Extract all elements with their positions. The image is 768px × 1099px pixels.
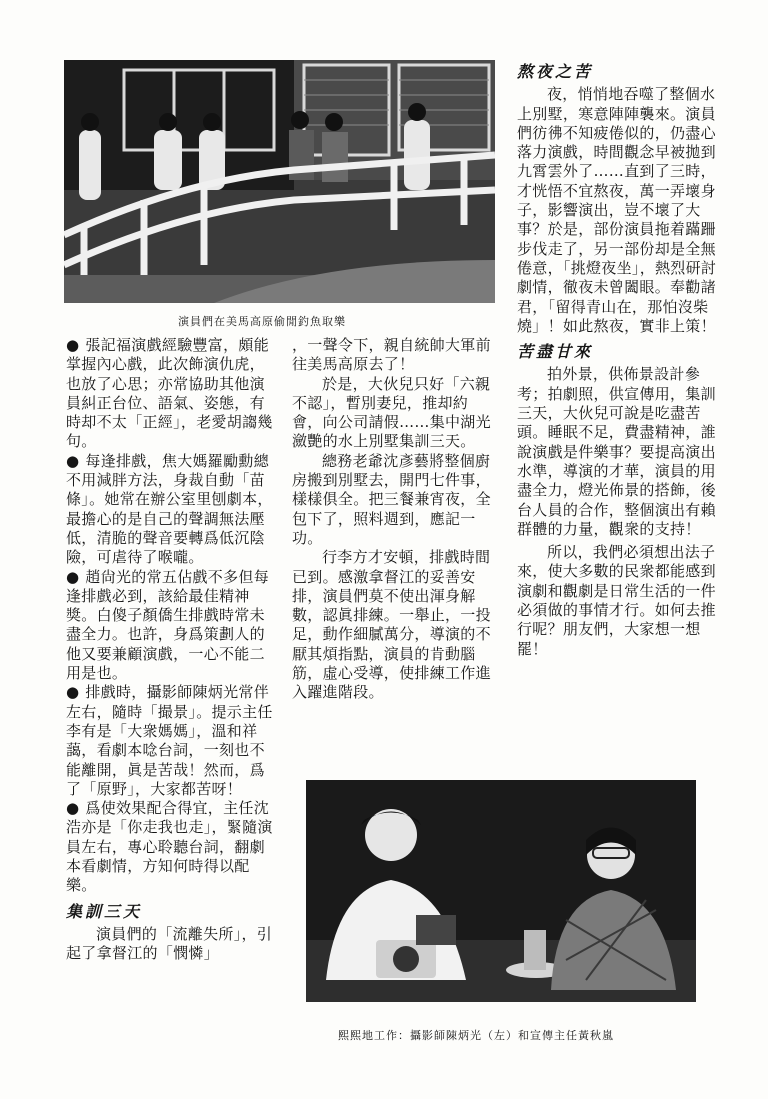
section-heading-late-night: 熬夜之苦 [517, 62, 594, 81]
column-2 [292, 336, 498, 703]
paragraph-rehearsal-hardship: 拍外景，供佈景設計參考；拍劇照，供宣傳用，集訓三天，大伙兒可說是吃盡苦頭。睡眠不足，費盡精神，誰說演戲是件樂事？要提高演出水準，導演的才華，演員的用盡全力，燈光佈景的搭飾，後台人員的合作，整個演出有賴群體的力量，觀衆的支持！ [517, 365, 716, 538]
paragraph-3: 總務老爺沈彥藝將整個廚房搬到別墅去，開門七件事，樣樣俱全。把三餐兼宵夜，全包下了，照料週到，應記一功。 [292, 451, 491, 547]
paragraph-conclusion: 所以，我們必須想出法子來，使大多數的民衆都能感到演劇和觀劇是日常生活的一件必須做的事情才行。如何去推行呢？朋友們，大家想一想罷！ [517, 543, 716, 658]
bullet-paragraph-3: ● 趙尙光的常五佔戲不多但每逢排戲必到，該給最佳精神獎。白傻子顏僑生排戲時常未盡全力。也許，身爲策劃人的他又要兼顧演戲，一心不能二用是也。 [66, 568, 276, 684]
paragraph-2: 於是，大伙兒只好「六親不認」，暫別妻兒，推却約會，向公司請假……集中湖光瀲艷的水上別墅集訓三天。 [292, 374, 491, 451]
bullet-paragraph-5: ● 爲使效果配合得宜，主任沈浩亦是「你走我也走」，緊隨演員左右，專心聆聽台詞，翻劇本看劇情，方知何時得以配樂。 [66, 799, 276, 895]
photo-top [64, 60, 495, 303]
section-heading-sweet-after-bitter: 苦盡甘來 [517, 342, 594, 362]
photo-bottom-image [306, 780, 696, 1002]
photo-top-image [64, 60, 495, 303]
column-1 [66, 336, 276, 964]
paragraph-late-night: 夜，悄悄地吞噬了整個水上別墅，寒意陣陣襲來。演員們彷彿不知疲倦似的，仍盡心落力演戲，時間觀念早被拋到九霄雲外了……直到了三時，才恍悟不宜熬夜，萬一弄壞身子，影響演出，豈不壞了大事？於是，部份演員拖着蹣跚步伐走了，另一部份却是全無倦意，「挑燈夜坐」，熱烈研討劇情，徹夜未曾闔眼。奉勸諸君，「留得青山在，那怕沒柴燒」！如此熬夜，實非上策！ [517, 85, 717, 335]
photo-bottom-caption: 熙熙地工作：攝影師陳炳光（左）和宣傳主任黃秋嵐 [338, 1029, 614, 1042]
paragraph-continued: ，一聲令下，親自統帥大軍前往美馬高原去了！ [292, 336, 491, 374]
section-heading-training: 集訓三天 [66, 901, 143, 921]
paragraph-4: 行李方才安頓，排戲時間已到。感激拿督江的妥善安排，演員們莫不使出渾身解數，認眞排練。一舉止，一投足，動作細膩萬分，導演的不厭其煩指點，演員的肯動腦筋，虛心受導，使排練工作進入躍進階段。 [292, 548, 491, 702]
paragraph-training-start: 演員們的「流離失所」，引起了拿督江的「憫憐」 [66, 924, 273, 963]
bullet-paragraph-1: ● 張記福演戲經驗豐富，頗能掌握內心戲，此次飾演仇虎，也放了心思；亦常協助其他演員糾正台位、語氣、姿態，有時却不太「正經」，老愛胡謅幾句。 [66, 336, 276, 452]
column-3 [517, 60, 721, 659]
photo-bottom [306, 780, 696, 1002]
photo-top-caption: 演員們在美馬高原偷閒釣魚取樂 [178, 315, 346, 328]
bullet-paragraph-2: ● 每逢排戲，焦大媽羅勵勳總不用減胖方法，身裁自動「苗條」。她常在辦公室里刨劇本，最擔心的是自己的聲調無法壓低，清脆的聲音要轉爲低沉陰險，可虐待了喉嚨。 [66, 452, 276, 568]
bullet-paragraph-4: ● 排戲時，攝影師陳炳光常伴左右，隨時「撮景」。提示主任李有是「大衆媽媽」，溫和祥藹，看劇本唸台詞，一刻也不能離開，眞是苦哉！然而，爲了「原野」，大家都苦呀！ [66, 683, 276, 799]
